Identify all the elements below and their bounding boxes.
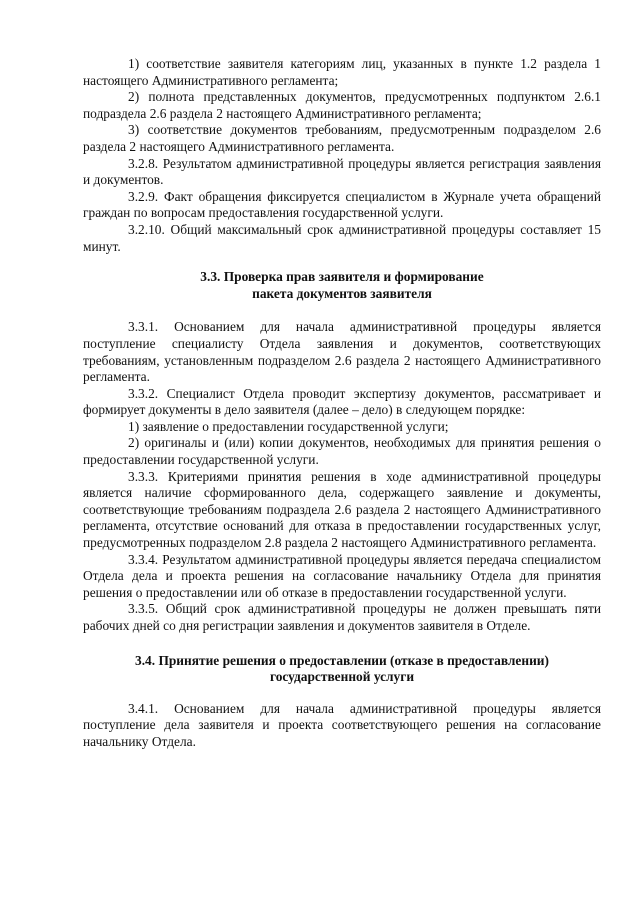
paragraph-3-2-8: 3.2.8. Результатом административной процедуры является регистрация заявления и документов. [83,155,601,188]
section-heading-3-3-line1: 3.3. Проверка прав заявителя и формирование [200,269,484,285]
paragraph-3-3-4: 3.3.4. Результатом административной процедуры является передача специалистом Отдела дела и проекта решения на согласование начальнику Отдела для принятия решения о предоставлении или об отказе в предоставлении государственной услуги. [83,551,601,600]
paragraph-criterion-1: 1) соответствие заявителя категориям лиц, указанных в пункте 1.2 раздела 1 настоящего Административного регламента; [83,56,601,88]
paragraph-criterion-3: 3) соответствие документов требованиям, предусмотренным подразделом 2.6 раздела 2 настоящего Административного регламента. [83,122,601,154]
list-item-documents: 2) оригиналы и (или) копии документов, необходимых для принятия решения о предоставлении государственной услуги. [83,435,601,468]
section-heading-3-3 [83,269,601,302]
paragraph-3-3-3: 3.3.3. Критериями принятия решения в ходе административной процедуры является наличие сформированного дела, содержащего заявление и документы, соответствующие требованиям подраздела 2.6 раздела 2 настоящего Административного регламента, отсутствие оснований для отказа в предоставлении государственных услуг, предусмотренных подразделом 2.8 раздела 2 настоящего Административного регламента. [83,468,601,551]
section-heading-3-4 [83,653,601,686]
list-item-application: 1) заявление о предоставлении государственной услуги; [128,418,449,434]
paragraph-criterion-2: 2) полнота представленных документов, предусмотренных подпунктом 2.6.1 подраздела 2.6 раздела 2 настоящего Административного регламента; [83,89,601,121]
paragraph-3-2-9: 3.2.9. Факт обращения фиксируется специалистом в Журнале учета обращений граждан по вопросам предоставления государственной услуги. [83,188,601,221]
paragraph-3-4-1: 3.4.1. Основанием для начала административной процедуры является поступление дела заявителя и проекта соответствующего решения на согласование начальнику Отдела. [83,700,601,749]
document-body [83,56,601,751]
paragraph-3-3-2: 3.3.2. Специалист Отдела проводит экспертизу документов, рассматривает и формирует документы в дело заявителя (далее – дело) в следующем порядке: [83,385,601,418]
paragraph-3-3-5: 3.3.5. Общий срок административной процедуры не должен превышать пяти рабочих дней со дня регистрации заявления и документов заявителя в Отделе. [83,601,601,633]
paragraph-3-2-10: 3.2.10. Общий максимальный срок административной процедуры составляет 15 минут. [83,221,601,254]
section-heading-3-4-line1: 3.4. Принятие решения о предоставлении (отказе в предоставлении) [135,652,549,668]
section-heading-3-4-line2: государственной услуги [269,669,415,685]
paragraph-3-3-1: 3.3.1. Основанием для начала административной процедуры является поступление специалисту Отдела заявления и документов, соответствующих требованиям, установленным подразделом 2.6 раздела 2 настоящего Административного регламента. [83,319,601,385]
section-heading-3-3-line2: пакета документов заявителя [252,285,432,301]
